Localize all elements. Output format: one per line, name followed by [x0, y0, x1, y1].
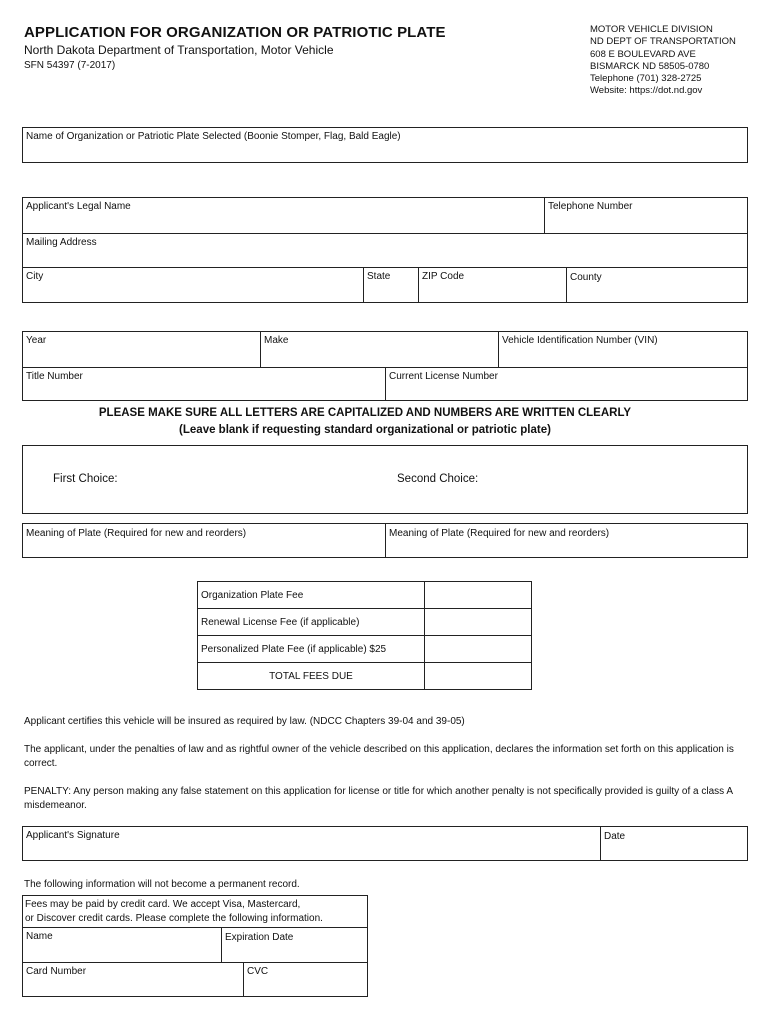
cardholder-name-field[interactable]: Name	[26, 931, 53, 942]
date-field[interactable]: Date	[604, 831, 626, 842]
cvc-field[interactable]: CVC	[247, 966, 269, 977]
signature-field[interactable]: Applicant's Signature	[26, 830, 120, 841]
county-field[interactable]: County	[570, 272, 602, 283]
plate-choices-box	[22, 445, 748, 514]
capitalization-notice: PLEASE MAKE SURE ALL LETTERS ARE CAPITALIZED AND NUMBERS ARE WRITTEN CLEARLY	[98, 407, 632, 419]
division-address	[590, 24, 765, 98]
table-row	[198, 636, 532, 663]
applicant-section	[22, 197, 748, 303]
total-fees-label: TOTAL FEES DUE	[198, 663, 425, 690]
first-choice-field[interactable]: First Choice:	[53, 473, 118, 485]
table-row	[198, 609, 532, 636]
fees-table	[197, 581, 532, 690]
penalty-statement: PENALTY: Any person making any false statement on this application for license or title for which another penalty is not specifically provided is guilty of a class A misdemeanor.	[24, 786, 733, 811]
organization-fee-label: Organization Plate Fee	[198, 582, 425, 609]
divider	[23, 927, 367, 928]
meaning-field-2[interactable]: Meaning of Plate (Required for new and reorders)	[389, 528, 610, 539]
address-line: MOTOR VEHICLE DIVISION	[590, 24, 713, 35]
address-line: 608 E BOULEVARD AVE	[590, 48, 696, 60]
state-field[interactable]: State	[367, 271, 391, 282]
address-line: Website: https://dot.nd.gov	[590, 85, 703, 97]
expiration-date-field[interactable]: Expiration Date	[225, 932, 294, 943]
meaning-section	[22, 523, 748, 558]
renewal-fee-label: Renewal License Fee (if applicable)	[198, 609, 425, 636]
table-row	[198, 582, 532, 609]
personalized-fee-amount[interactable]	[425, 636, 532, 663]
credit-card-section	[22, 895, 368, 997]
address-line: Telephone (701) 328-2725	[590, 73, 702, 85]
legal-name-field[interactable]: Applicant's Legal Name	[26, 201, 131, 212]
vehicle-section	[22, 331, 748, 401]
year-field[interactable]: Year	[26, 335, 47, 346]
current-license-field[interactable]: Current License Number	[389, 371, 498, 382]
total-fees-amount[interactable]	[425, 663, 532, 690]
organization-fee-amount[interactable]	[425, 582, 532, 609]
meaning-field-1[interactable]: Meaning of Plate (Required for new and reorders)	[26, 528, 247, 539]
non-permanent-note: The following information will not become a permanent record.	[24, 879, 300, 890]
telephone-field[interactable]: Telephone Number	[548, 201, 633, 212]
form-title: APPLICATION FOR ORGANIZATION OR PATRIOTIC PLATE	[24, 24, 446, 41]
renewal-fee-amount[interactable]	[425, 609, 532, 636]
make-field[interactable]: Make	[264, 335, 289, 346]
vin-field[interactable]: Vehicle Identification Number (VIN)	[502, 335, 658, 346]
title-number-field[interactable]: Title Number	[26, 371, 83, 382]
card-number-field[interactable]: Card Number	[26, 966, 87, 977]
address-line: ND DEPT OF TRANSPORTATION	[590, 36, 736, 48]
divider	[23, 233, 747, 234]
second-choice-field[interactable]: Second Choice:	[397, 473, 479, 485]
city-field[interactable]: City	[26, 271, 44, 282]
mailing-address-field[interactable]: Mailing Address	[26, 237, 97, 248]
declaration-statement: The applicant, under the penalties of law and as rightful owner of the vehicle described on this application, declares the information set forth on this application is correct.	[24, 744, 734, 769]
personalized-fee-label: Personalized Plate Fee (if applicable) $25	[198, 636, 425, 663]
credit-card-intro-line: Fees may be paid by credit card. We accept Visa, Mastercard,	[25, 899, 301, 910]
zip-field[interactable]: ZIP Code	[422, 271, 465, 282]
plate-selection-label: Name of Organization or Patriotic Plate Selected (Boonie Stomper, Flag, Bald Eagle)	[26, 131, 401, 142]
plate-selection-field[interactable]	[22, 127, 748, 163]
form-number: SFN 54397 (7-2017)	[24, 60, 116, 71]
signature-section	[22, 826, 748, 861]
table-row	[198, 663, 532, 690]
credit-card-intro-line: or Discover credit cards. Please complete the following information.	[25, 913, 323, 924]
department-subtitle: North Dakota Department of Transportation, Motor Vehicle	[24, 43, 334, 57]
blank-notice: (Leave blank if requesting standard organizational or patriotic plate)	[179, 424, 551, 436]
credit-card-intro	[25, 898, 323, 926]
insurance-statement: Applicant certifies this vehicle will be insured as required by law. (NDCC Chapters 39-04 and 39-05)	[24, 716, 465, 727]
address-line: BISMARCK ND 58505-0780	[590, 60, 710, 72]
